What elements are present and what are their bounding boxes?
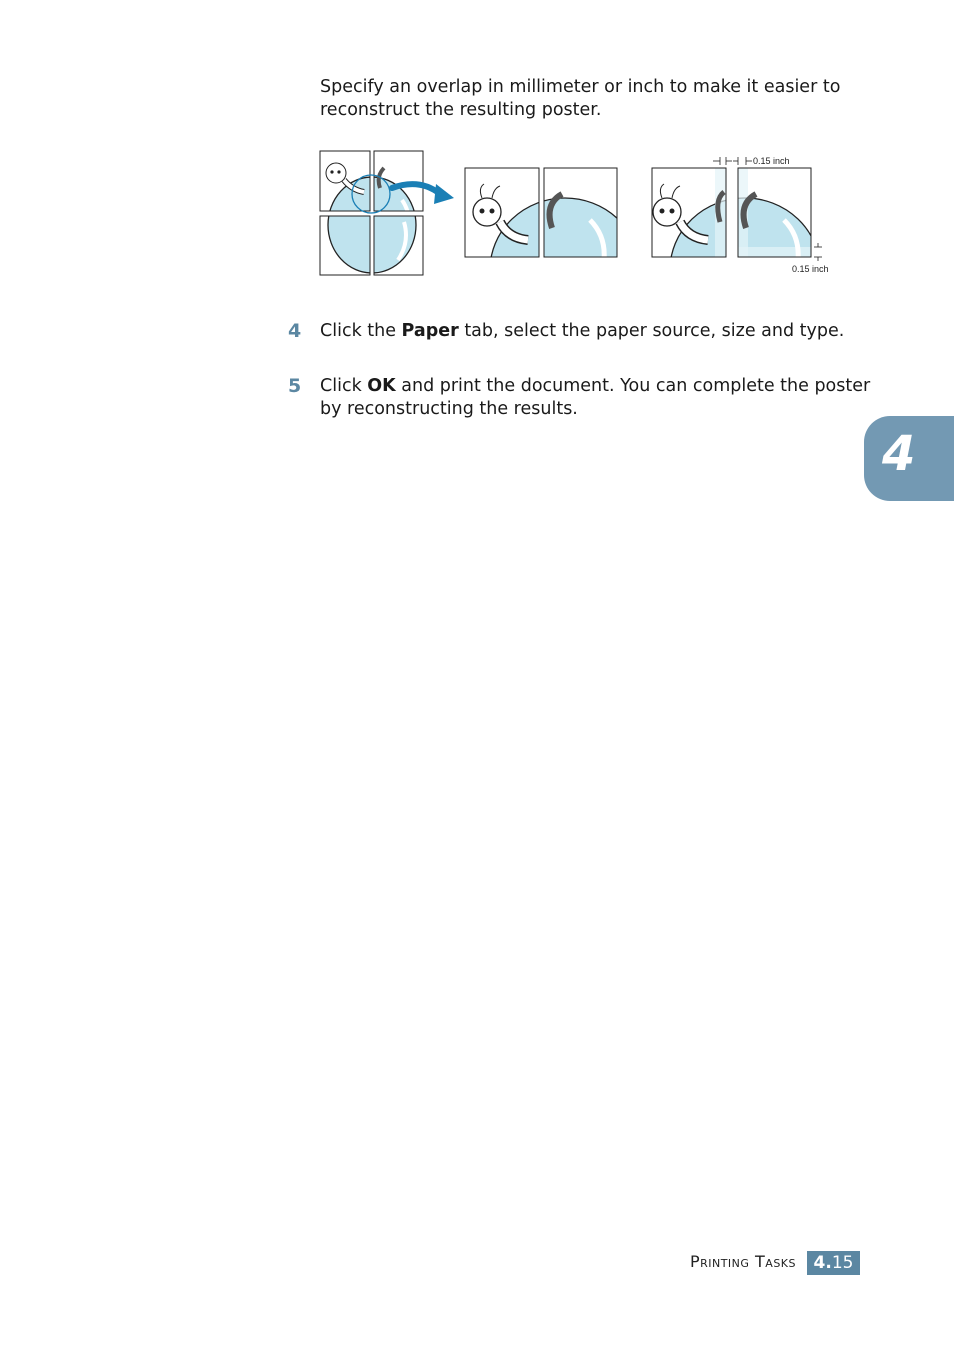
overlap-tile-detail [652, 156, 829, 280]
overlap-top-label: 0.15 inch [753, 156, 790, 166]
step-number: 4 [288, 320, 302, 342]
overlap-side-label: 0.15 inch [792, 264, 829, 274]
chapter-number: 4. [813, 1253, 832, 1273]
ok-button-name: OK [367, 376, 396, 396]
step-text: Click OK and print the document. You can complete the poster by reconstructing the results. [320, 376, 871, 419]
intro-paragraph: Specify an overlap in millimeter or inch to make it easier to reconstruct the resulting poster. [320, 77, 841, 120]
arrow-head [434, 184, 454, 204]
two-tile-detail [465, 168, 640, 280]
page-number: 15 [831, 1253, 854, 1273]
footer-section-title: Printing Tasks [689, 1252, 796, 1271]
page-number-badge [807, 1251, 860, 1275]
four-tile-poster [320, 151, 423, 275]
poster-overlap-illustration [300, 140, 840, 280]
step-text: Click the Paper tab, select the paper source, size and type. [320, 321, 845, 341]
paper-tab-name: Paper [401, 321, 459, 341]
chapter-tab-number: 4 [882, 426, 916, 482]
step-number: 5 [288, 375, 302, 397]
chapter-tab [864, 416, 954, 501]
